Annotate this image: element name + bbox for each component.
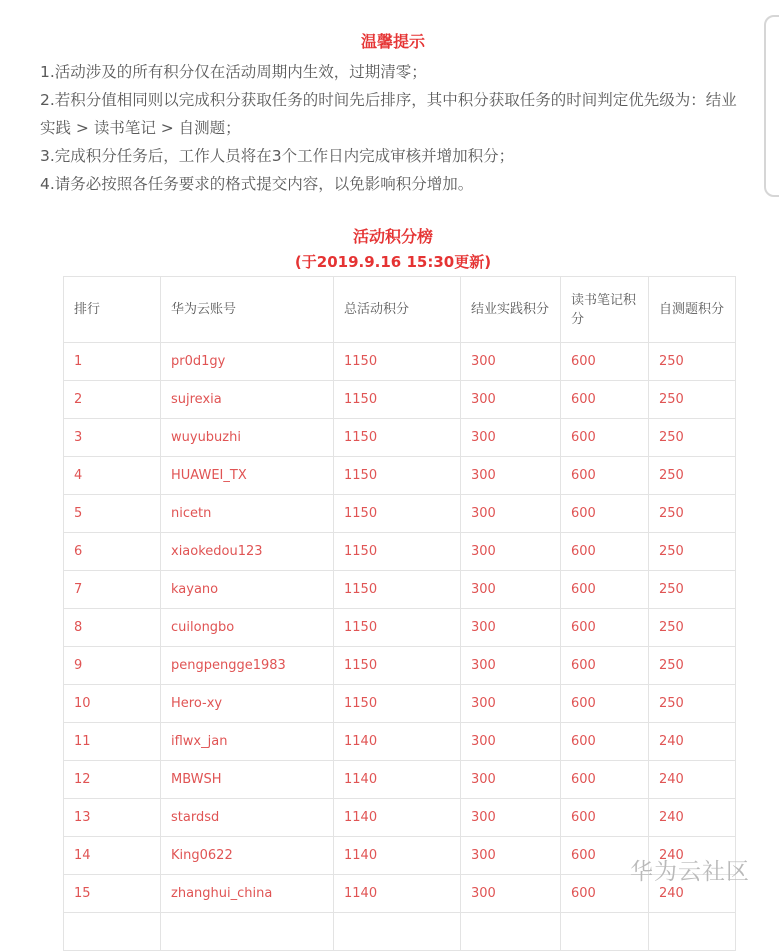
table-cell: 3 (64, 419, 161, 457)
table-row (64, 875, 736, 913)
table-cell: 10 (64, 685, 161, 723)
table-cell: 600 (561, 647, 649, 685)
table-cell: 300 (461, 609, 561, 647)
table-cell: sujrexia (161, 381, 334, 419)
table-cell: 300 (461, 495, 561, 533)
table-cell: 300 (461, 419, 561, 457)
table-cell: 6 (64, 533, 161, 571)
table-cell: 1 (64, 343, 161, 381)
table-cell: 240 (649, 761, 736, 799)
column-header-2: 华为云账号 (161, 277, 334, 343)
table-cell: 5 (64, 495, 161, 533)
table-cell: 600 (561, 609, 649, 647)
table-row (64, 457, 736, 495)
table-cell: 250 (649, 647, 736, 685)
table-cell: HUAWEI_TX (161, 457, 334, 495)
table-cell: 300 (461, 761, 561, 799)
table-cell: 1150 (334, 533, 461, 571)
table-cell: 600 (561, 381, 649, 419)
tip-item-4: 4.请务必按照各任务要求的格式提交内容，以免影响积分增加。 (40, 175, 474, 193)
table-row (64, 647, 736, 685)
column-header-1: 排行 (64, 277, 161, 343)
column-header-4: 结业实践积分 (461, 277, 561, 343)
table-cell: 1150 (334, 571, 461, 609)
table-cell: 1150 (334, 647, 461, 685)
table-cell: 12 (64, 761, 161, 799)
table-cell: 14 (64, 837, 161, 875)
table-cell: 300 (461, 723, 561, 761)
tip-item-3: 3.完成积分任务后，工作人员将在3个工作日内完成审核并增加积分； (40, 147, 515, 165)
table-cell: 240 (649, 875, 736, 913)
table-cell: 250 (649, 571, 736, 609)
leaderboard-table-body (64, 343, 736, 951)
table-cell: zhanghui_china (161, 875, 334, 913)
table-row (64, 571, 736, 609)
table-cell: 300 (461, 533, 561, 571)
table-cell: 1140 (334, 875, 461, 913)
table-cell: 240 (649, 799, 736, 837)
table-cell: iflwx_jan (161, 723, 334, 761)
table-row (64, 837, 736, 875)
table-cell: 600 (561, 343, 649, 381)
table-cell: 300 (461, 343, 561, 381)
table-cell: Hero-xy (161, 685, 334, 723)
table-cell: 250 (649, 457, 736, 495)
tip-item-2: 2.若积分值相同则以完成积分获取任务的时间先后排序，其中积分获取任务的时间判定优先级为：结业实践 > 读书笔记 > 自测题； (40, 91, 737, 137)
table-cell: 1150 (334, 495, 461, 533)
table-cell: 1150 (334, 381, 461, 419)
table-cell: 250 (649, 419, 736, 457)
site-watermark: 华为云社区 (630, 859, 750, 885)
table-cell: 11 (64, 723, 161, 761)
column-header-6: 自测题积分 (649, 277, 736, 343)
table-row (64, 723, 736, 761)
table-cell: 1150 (334, 685, 461, 723)
table-cell: 300 (461, 799, 561, 837)
column-header-5: 读书笔记积分 (561, 277, 649, 343)
table-cell: 2 (64, 381, 161, 419)
table-cell: 9 (64, 647, 161, 685)
table-cell: 600 (561, 571, 649, 609)
table-cell: 600 (561, 837, 649, 875)
table-cell: cuilongbo (161, 609, 334, 647)
table-cell: 300 (461, 837, 561, 875)
table-cell: pr0d1gy (161, 343, 334, 381)
table-cell: nicetn (161, 495, 334, 533)
table-cell: pengpengge1983 (161, 647, 334, 685)
table-row (64, 799, 736, 837)
table-row (64, 609, 736, 647)
table-cell: 300 (461, 457, 561, 495)
table-cell: 240 (649, 837, 736, 875)
article-content (40, 0, 746, 951)
table-cell: 300 (461, 685, 561, 723)
table-header-row (64, 277, 736, 343)
table-cell: 600 (561, 875, 649, 913)
table-cell: 300 (461, 647, 561, 685)
table-cell: 1150 (334, 343, 461, 381)
table-cell: King0622 (161, 837, 334, 875)
table-cell: 600 (561, 457, 649, 495)
table-cell: stardsd (161, 799, 334, 837)
table-cell: 300 (461, 381, 561, 419)
table-cell: 250 (649, 609, 736, 647)
table-cell: 1140 (334, 761, 461, 799)
table-cell: 300 (461, 571, 561, 609)
table-row (64, 381, 736, 419)
table-cell: 250 (649, 685, 736, 723)
table-cell: 1150 (334, 419, 461, 457)
table-cell: 250 (649, 495, 736, 533)
table-row (64, 685, 736, 723)
table-row-cutoff (64, 913, 736, 951)
table-cell: 250 (649, 343, 736, 381)
table-cell: 240 (649, 723, 736, 761)
table-row (64, 495, 736, 533)
tips-list (40, 58, 746, 198)
tips-title: 温馨提示 (360, 32, 425, 51)
table-cell: 250 (649, 533, 736, 571)
table-cell: 4 (64, 457, 161, 495)
leaderboard-title: 活动积分榜 (352, 227, 433, 246)
table-cell: 250 (649, 381, 736, 419)
table-cell: 1140 (334, 799, 461, 837)
table-cell: 1150 (334, 609, 461, 647)
table-row (64, 533, 736, 571)
table-cell: 1140 (334, 837, 461, 875)
table-cell: 600 (561, 419, 649, 457)
leaderboard-table-header (64, 277, 736, 343)
table-cell: 1140 (334, 723, 461, 761)
table-cell: 600 (561, 761, 649, 799)
table-row (64, 343, 736, 381)
leaderboard-table (63, 276, 736, 951)
table-cell: kayano (161, 571, 334, 609)
table-cell: wuyubuzhi (161, 419, 334, 457)
table-cell: 600 (561, 495, 649, 533)
tip-item-1: 1.活动涉及的所有积分仅在活动周期内生效，过期清零； (40, 63, 427, 81)
table-row (64, 761, 736, 799)
table-row (64, 419, 736, 457)
table-cell (461, 913, 561, 951)
column-header-3: 总活动积分 (334, 277, 461, 343)
table-cell: 15 (64, 875, 161, 913)
table-cell: 600 (561, 723, 649, 761)
table-cell: 1150 (334, 457, 461, 495)
table-cell: xiaokedou123 (161, 533, 334, 571)
table-cell (64, 913, 161, 951)
leaderboard-updated-at: (于2019.9.16 15:30更新) (294, 253, 492, 271)
table-cell: MBWSH (161, 761, 334, 799)
table-cell (649, 913, 736, 951)
table-cell: 600 (561, 533, 649, 571)
table-cell: 7 (64, 571, 161, 609)
table-cell (161, 913, 334, 951)
table-cell: 8 (64, 609, 161, 647)
table-cell: 600 (561, 799, 649, 837)
table-cell (561, 913, 649, 951)
table-cell (334, 913, 461, 951)
table-cell: 600 (561, 685, 649, 723)
scrollbar-thumb[interactable] (764, 15, 779, 197)
table-cell: 13 (64, 799, 161, 837)
table-cell: 300 (461, 875, 561, 913)
